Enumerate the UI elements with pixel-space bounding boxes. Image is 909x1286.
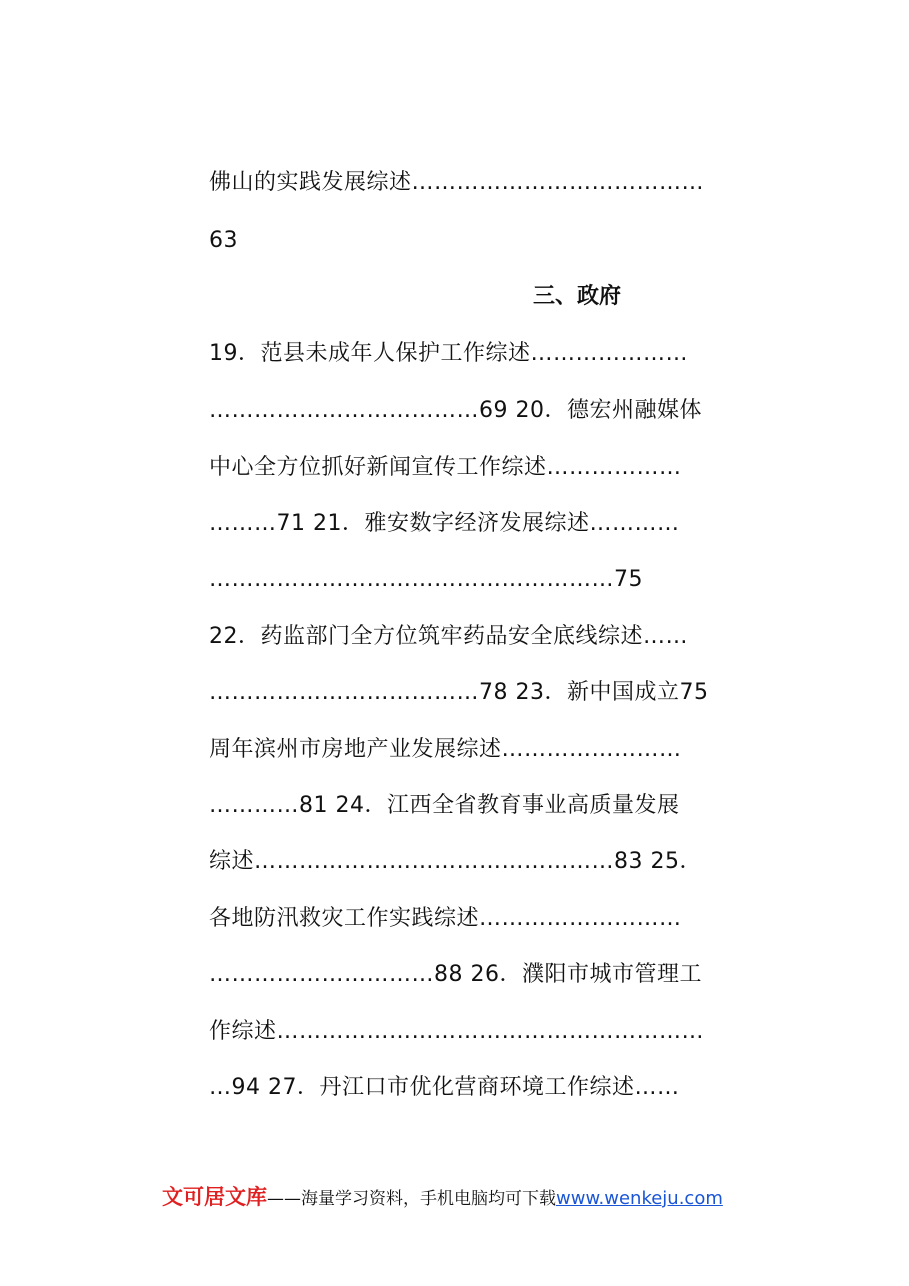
toc-line: ………………………………78 23．新中国成立75: [209, 680, 709, 705]
footer-brand: 文可居文库: [162, 1185, 267, 1209]
toc-line: 各地防汛救灾工作实践综述………………………: [209, 906, 682, 931]
toc-line: 63: [209, 228, 238, 253]
footer-banner: [162, 1182, 723, 1212]
toc-line: 佛山的实践发展综述…………………………………: [209, 170, 705, 195]
footer-link[interactable]: www.wenkeju.com: [556, 1188, 723, 1209]
toc-line: 中心全方位抓好新闻宣传工作综述………………: [209, 455, 682, 480]
section-heading: 三、政府: [533, 284, 622, 309]
toc-line: 周年滨州市房地产业发展综述……………………: [209, 737, 682, 762]
footer-dash: ——: [267, 1189, 301, 1209]
footer-slogan: 海量学习资料，手机电脑均可下载: [301, 1189, 556, 1209]
toc-line: …………81 24．江西全省教育事业高质量发展: [209, 793, 680, 818]
toc-line: ………………………………69 20．德宏州融媒体: [209, 398, 702, 423]
toc-line: 作综述…………………………………………………: [209, 1019, 705, 1044]
toc-line: …94 27．丹江口市优化营商环境工作综述……: [209, 1075, 680, 1100]
toc-line: …………………………88 26．濮阳市城市管理工: [209, 962, 702, 987]
toc-line: 19．范县未成年人保护工作综述…………………: [209, 341, 688, 366]
toc-line: 22．药监部门全方位筑牢药品安全底线综述……: [209, 624, 688, 649]
toc-line: ………71 21．雅安数字经济发展综述…………: [209, 511, 680, 536]
toc-line: ………………………………………………75: [209, 567, 643, 592]
toc-line: 综述…………………………………………83 25．: [209, 849, 702, 874]
